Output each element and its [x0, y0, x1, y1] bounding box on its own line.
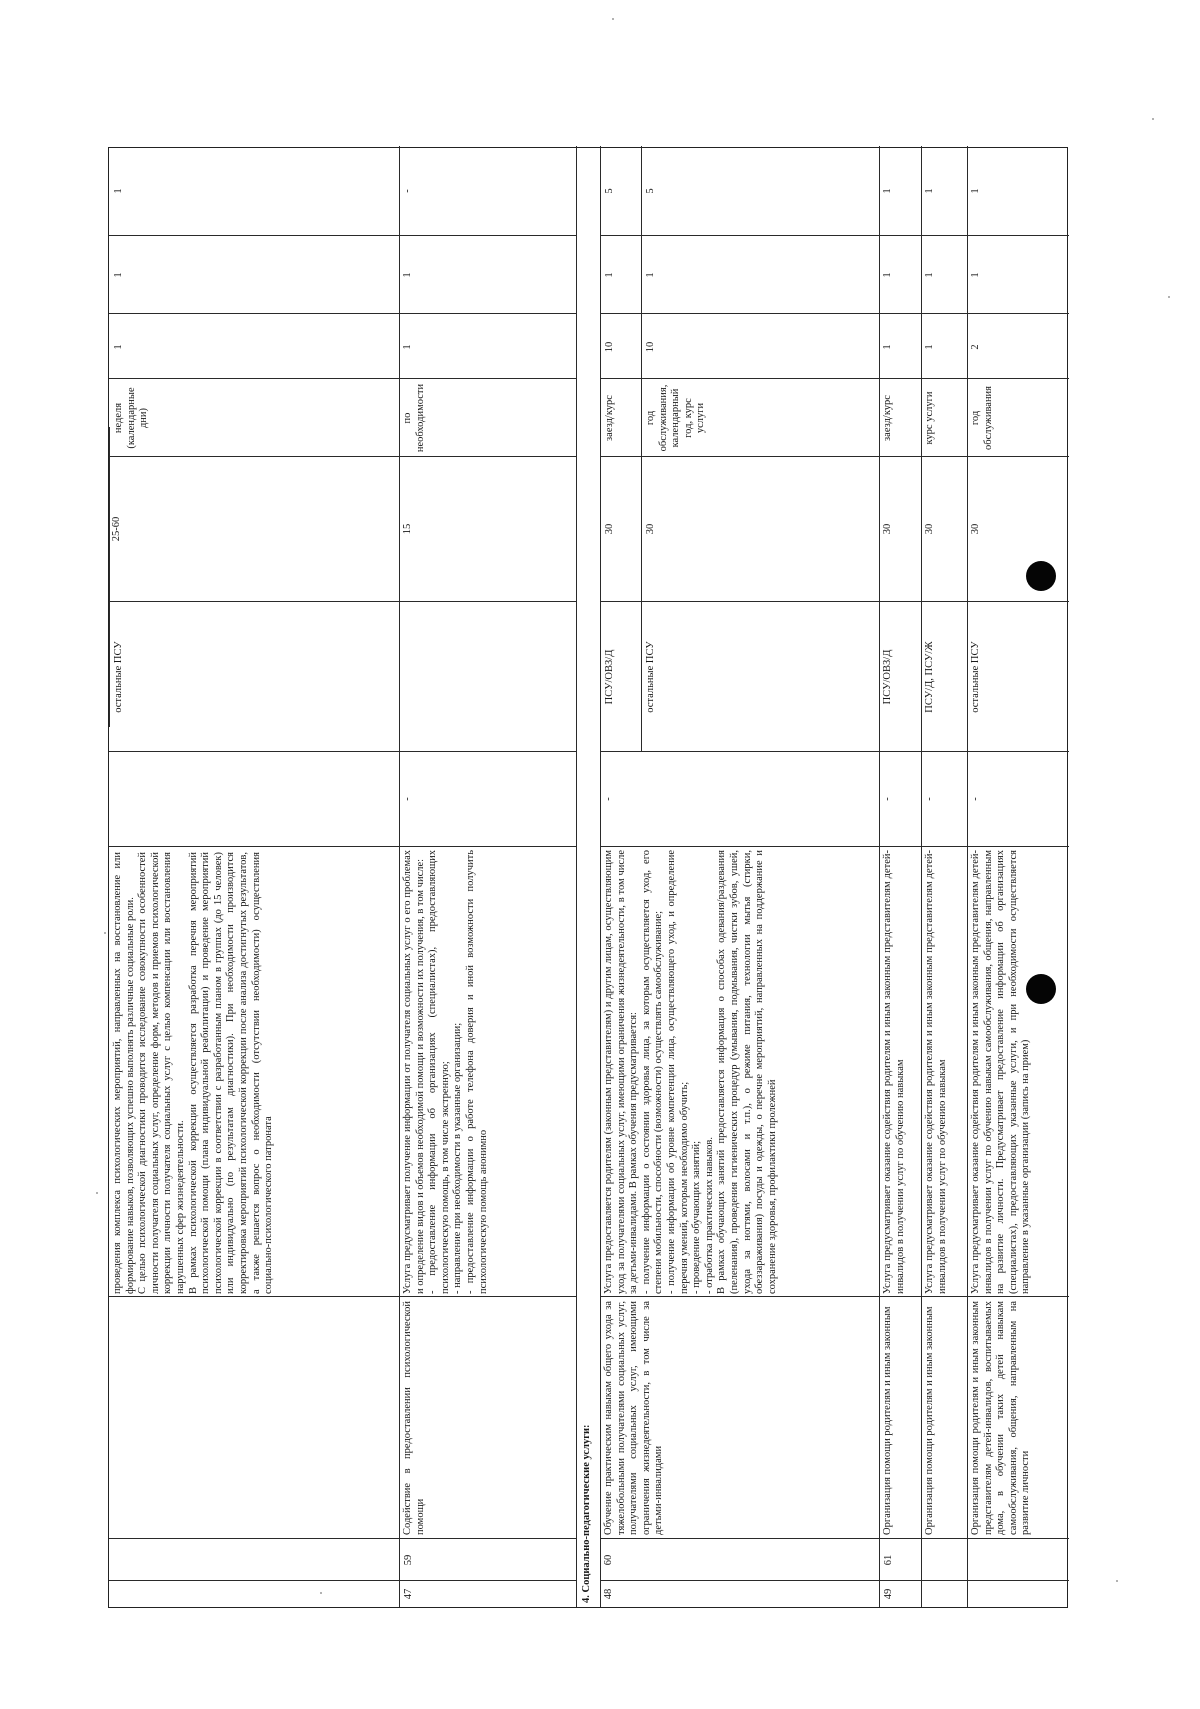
- punch-hole-top: [1026, 561, 1056, 591]
- cont-category: остальные ПСУ: [113, 641, 124, 713]
- row49-sub3-col4: -: [970, 797, 981, 801]
- row49-sub3-v2: 1: [970, 272, 981, 278]
- cont-v3: 1: [113, 188, 124, 194]
- row48-col4: -: [603, 797, 614, 801]
- row48-name: Обучение практическим навыкам общего ухода за тяжелобольными получателями социальных услуг, получателями социальных услуг, имеющими ограничения жизнедеятельности, в том числе за детьми-инвалидами: [603, 1301, 665, 1535]
- row49-sub1-v2: 1: [882, 272, 893, 278]
- section-heading: 4. Социально-педагогические услуги:: [581, 1424, 592, 1603]
- row47-v2: 1: [402, 272, 413, 278]
- scan-speck: [612, 18, 614, 20]
- row49-sub2-name: Организация помощи родителям и иным законным: [924, 1306, 935, 1535]
- row49-sub2-unit: курс услуги: [924, 391, 935, 445]
- scan-speck: [1168, 296, 1170, 298]
- row49-sub2-col4: -: [924, 797, 935, 801]
- row48-code: 60: [603, 1554, 614, 1566]
- row47-num: 47: [403, 1588, 414, 1600]
- row48-sub1-category: ПСУ/ОВЗ/Д: [604, 649, 615, 705]
- row49-sub1-description: Услуга предусматривает оказание содействия родителям и иным законным представителям детей-инвалидов в получении услуг по обучению навыкам: [882, 850, 906, 1294]
- row49-sub1-unit: заезд/курс: [882, 395, 893, 441]
- row49-sub1-category: ПСУ/ОВЗ/Д: [882, 649, 893, 705]
- row49-sub1-v1: 1: [882, 344, 893, 350]
- punch-hole-bottom: [1026, 974, 1056, 1004]
- row49-num: 49: [883, 1588, 894, 1600]
- row49-sub1-name: Организация помощи родителям и иным законным: [882, 1306, 893, 1535]
- cont-v2: 1: [113, 272, 124, 278]
- row48-sub1-time: 30: [604, 523, 615, 535]
- row49-sub1-v3: 1: [882, 188, 893, 194]
- row48-sub1-v2: 1: [604, 272, 615, 278]
- row49-sub1-time: 30: [882, 523, 893, 535]
- row49-sub3-category: остальные ПСУ: [970, 641, 981, 713]
- cont-time: 25-60: [111, 516, 122, 542]
- services-table: [108, 147, 1068, 1608]
- scan-speck: [104, 932, 106, 934]
- row48-sub2-unit: год обслуживания, календарный год, курс услуги: [645, 384, 707, 452]
- row47-code: 59: [403, 1554, 414, 1566]
- row49-sub3-time: 30: [970, 523, 981, 535]
- row49-sub3-v3: 1: [970, 188, 981, 194]
- row49-sub2-description: Услуга предусматривает оказание содействия родителям и иным законным представителям детей-инвалидов в получении услуг по обучению навыкам: [924, 850, 948, 1294]
- row47-v3: -: [402, 189, 413, 193]
- row47-description: Услуга предусматривает получение информации от получателя социальных услуг о его проблемах и определение видов и объемов необходимой помощи и возможности их получения, в том числе: - предоставление информации об организациях (специалистах), предоставляющих психологическую помощь, в том числе экстренную; - направление при необходимости в указанные организации; - предоставление информации о работе телефона доверия и иной возможности получить психологическую помощь анонимно: [402, 850, 489, 1294]
- cont-description: проведения комплекса психологических мероприятий, направленных на восстановление или формирование навыков, позволяющих успешно выполнять различные социальные роли. С целью психологической диагностики проводится исследование совокупности особенностей личности получателя социальных услуг, определение форм, методов и приемов психологической коррекции личности получателя социальных услуг с целью компенсации или восстановления нарушенных сфер жизнедеятельности. В рамках психологической коррекции осуществляется разработка перечня мероприятий психологической помощи (плана индивидуальной реабилитации) и проведение мероприятий психологической коррекции в соответствии с разработанным планом в группах (до 15 человек) или индивидуально (по результатам диагностики). При необходимости производится корректировка мероприятий психологической коррекции после анализа достигнутых результатов, а также решается вопрос о необходимости (отсутствии необходимости) осуществления социально-психологического патроната: [112, 852, 275, 1294]
- row49-sub2-time: 30: [924, 523, 935, 535]
- row49-sub3-name: Организация помощи родителям и иным законным представителям детей-инвалидов, воспитываемых дома, в обучении таких детей навыкам самообслуживания, общения, направленным на развитие личности: [970, 1301, 1032, 1535]
- row47-col4: -: [402, 797, 413, 801]
- scan-speck: [1116, 1580, 1118, 1582]
- row49-sub2-v3: 1: [924, 188, 935, 194]
- cont-unit: неделя (календарные дни): [113, 387, 150, 449]
- row49-sub2-v1: 1: [924, 344, 935, 350]
- row49-sub3-description: Услуга предусматривает оказание содействия родителям и иным законным представителям детей-инвалидов в получении услуг по обучению навыкам самообслуживания, общения, направленным на развитие личности. Предусматривает предоставление информации об организациях (специалистах), предоставляющих указанные услуги, и при необходимости осуществляется направление в указанные организации (запись на прием): [970, 850, 1032, 1294]
- row48-description: Услуга предоставляется родителям (законным представителям) и другим лицам, осуществляющим уход за получателями социальных услуг, имеющими ограничения жизнедеятельности, в том числе за детьми-инвалидами. В рамках обучения предусматривается: - получение информации о состоянии здоровья лица, за которым осуществляется уход, его степени мобильности, способности (возможности) осуществлять самообслуживание; - получение информации об уровне компетенции лица, осуществляющего уход, и определение перечня умений, которым необходимо обучить; - проведение обучающих занятий; - отработка практических навыков. В рамках обучающих занятий предоставляется информация о способах одевания/раздевания (пеленания), проведения гигиенических процедур (умывания, подмывания, чистки зубов, ушей, ухода за ногтями, волосами и т.п.), о режиме питания, технологии мытья (стирки, обеззараживания) посуды и одежды, о перечне мероприятий, направленных на поддержание и сохранение здоровья, профилактики пролежней: [603, 850, 778, 1294]
- scan-speck: [1152, 118, 1154, 120]
- row48-sub1-v3: 5: [604, 188, 615, 194]
- row48-sub2-v3: 5: [645, 188, 656, 194]
- scan-speck: [96, 1192, 98, 1194]
- row47-v1: 1: [402, 344, 413, 350]
- row49-sub2-category: ПСУ/Д, ПСУ/Ж: [924, 641, 935, 713]
- row47-name: Содействие в предоставлении психологической помощи: [402, 1301, 426, 1535]
- cont-v1: 1: [113, 344, 124, 350]
- row48-sub2-v2: 1: [645, 272, 656, 278]
- row47-unit: по необходимости: [402, 383, 426, 453]
- row49-code: 61: [883, 1554, 894, 1566]
- row47-time: 15: [402, 523, 413, 535]
- row49-sub3-v1: 2: [970, 344, 981, 350]
- row49-sub3-unit: год обслуживания: [970, 385, 994, 451]
- row49-sub2-v2: 1: [924, 272, 935, 278]
- scan-speck: [320, 1592, 322, 1594]
- row48-num: 48: [603, 1588, 614, 1600]
- row48-sub2-v1: 10: [645, 341, 656, 353]
- row48-sub1-unit: заезд/курс: [604, 395, 615, 441]
- row49-sub1-col4: -: [882, 797, 893, 801]
- row48-sub2-time: 30: [645, 523, 656, 535]
- row48-sub2-category: остальные ПСУ: [645, 641, 656, 713]
- row48-sub1-v1: 10: [604, 341, 615, 353]
